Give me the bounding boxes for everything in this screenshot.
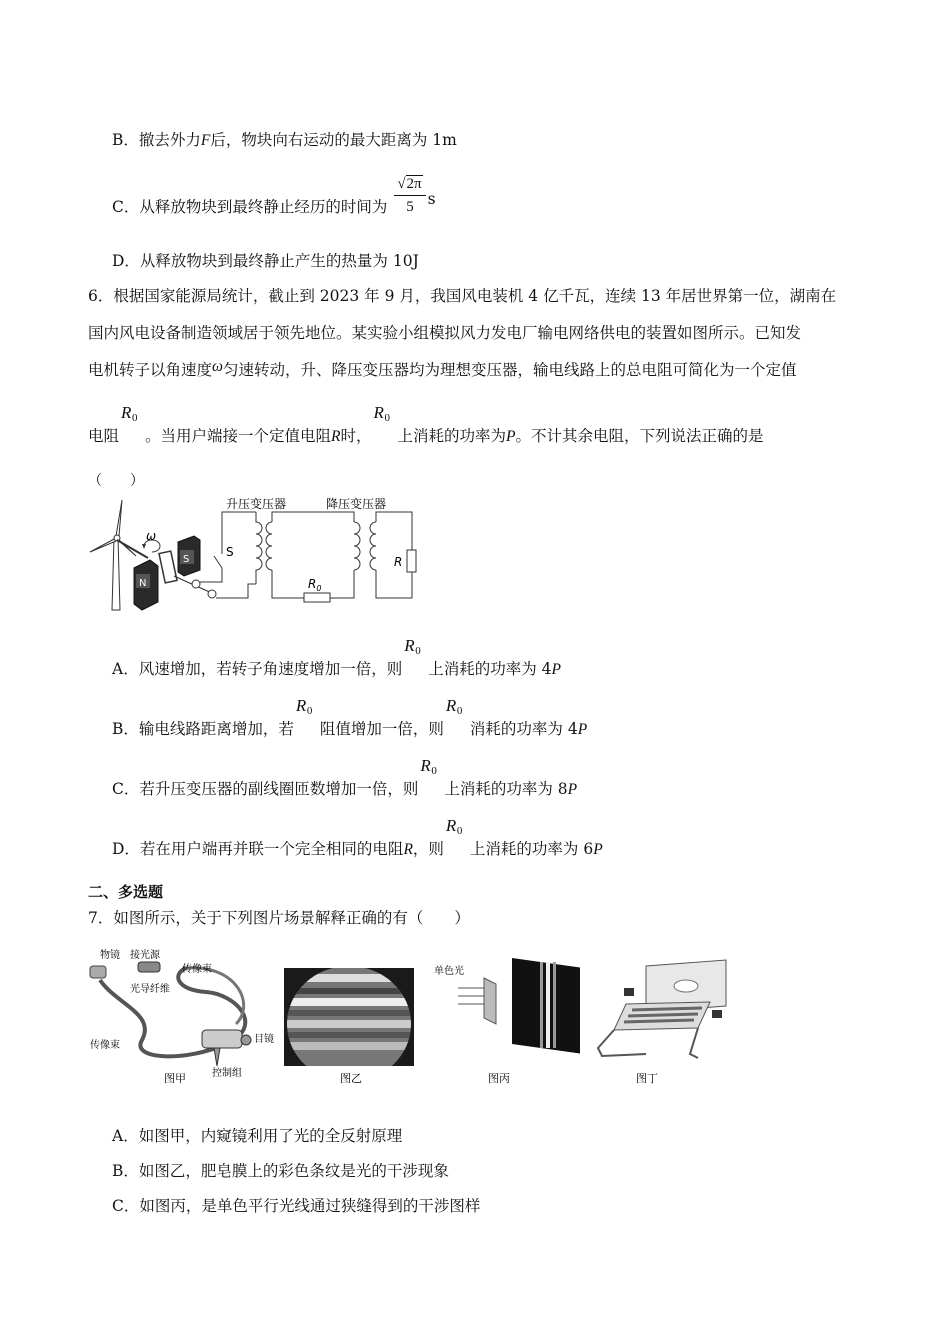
svg-text:单色光: 单色光 bbox=[434, 966, 464, 977]
q6-power-transmission-figure bbox=[86, 494, 426, 614]
slit-figure bbox=[434, 958, 580, 1085]
label-step-up-transformer: 升压变压器 bbox=[226, 497, 287, 511]
svg-text:物镜: 物镜 bbox=[100, 950, 120, 961]
q5-option-d: D．从释放物块到最终静止产生的热量为 10J bbox=[112, 252, 419, 270]
q6-stem-line3: 电机转子以角速度ω匀速转动，升、降压变压器均为理想变压器，输电线路上的总电阻可简化为一个定值 bbox=[88, 358, 797, 379]
q7-option-c: C．如图丙，是单色平行光线通过狭缝得到的干涉图样 bbox=[112, 1197, 481, 1215]
svg-text:光导纤维: 光导纤维 bbox=[130, 984, 170, 995]
fraction-time: $\frac{√2\pi}{5}$ bbox=[394, 176, 425, 216]
resistor-r bbox=[407, 550, 416, 572]
r0-symbol: R 0 bbox=[445, 696, 463, 717]
q6-option-a: A．风速增加，若转子角速度增加一倍，则 R 0 上消耗的功率为 4P bbox=[112, 636, 561, 678]
r0-symbol: R 0 bbox=[420, 756, 437, 777]
label-switch-S: S bbox=[226, 545, 234, 559]
q6-stem-line2: 国内风电设备制造领域居于领先地位。某实验小组模拟风力发电厂输电网络供电的装置如图所示。已知发 bbox=[88, 324, 802, 342]
q6-option-d: D．若在用户端再并联一个完全相同的电阻R，则 R 0 上消耗的功率为 6P bbox=[112, 816, 603, 858]
q7-figures bbox=[86, 944, 736, 1094]
q6-option-b: B．输电线路距离增加，若 R 0 阻值增加一倍，则 R 0 消耗的功率为 4P bbox=[112, 696, 588, 738]
section-title-multiple-choice: 二、多选题 bbox=[88, 883, 164, 901]
svg-text:目镜: 目镜 bbox=[254, 1034, 274, 1045]
soap-film-figure bbox=[284, 968, 414, 1085]
magnet-n-icon bbox=[134, 560, 158, 610]
svg-text:传像束: 传像束 bbox=[90, 1040, 120, 1051]
r0-symbol: R 0 bbox=[121, 403, 138, 424]
svg-text:接光源: 接光源 bbox=[130, 950, 160, 961]
r0-symbol: R 0 bbox=[445, 816, 463, 837]
q5-option-b: B．撤去外力F后，物块向右运动的最大距离为 1m bbox=[112, 131, 457, 149]
objective-lens-icon bbox=[90, 966, 106, 978]
caption-bing: 图丙 bbox=[488, 1072, 510, 1085]
q7-option-b: B．如图乙，肥皂膜上的彩色条纹是光的干涉现象 bbox=[112, 1162, 449, 1180]
q6-answer-bracket: （ ） bbox=[88, 473, 144, 489]
q6-stem-line1: 6．根据国家能源局统计，截止到 2023 年 9 月，我国风电装机 4 亿千瓦，连续 13 年居世界第一位，湖南在 bbox=[88, 287, 837, 305]
q7-stem: 7．如图所示，关于下列图片场景解释正确的有（ ） bbox=[88, 909, 470, 927]
caption-yi: 图乙 bbox=[340, 1072, 362, 1085]
svg-text:N: N bbox=[139, 578, 147, 589]
caption-jia: 图甲 bbox=[164, 1072, 186, 1085]
magnet-s-icon bbox=[178, 536, 200, 576]
r0-symbol: R 0 bbox=[373, 403, 391, 424]
label-omega: ω bbox=[146, 529, 157, 543]
endoscope-figure bbox=[90, 948, 274, 1085]
resistor-r0 bbox=[304, 593, 330, 602]
label-r0: $R_0$ bbox=[308, 577, 322, 593]
svg-text:控制组: 控制组 bbox=[212, 1068, 242, 1079]
omega-symbol: ω bbox=[212, 358, 223, 375]
r0-symbol: R 0 bbox=[404, 636, 421, 657]
eyepiece-icon bbox=[202, 1030, 242, 1048]
optics-apparatus-figure bbox=[598, 960, 726, 1085]
q6-option-c: C．若升压变压器的副线圈匝数增加一倍，则 R 0 上消耗的功率为 8P bbox=[112, 756, 578, 798]
q7-option-a: A．如图甲，内窥镜利用了光的全反射原理 bbox=[112, 1127, 403, 1145]
r0-symbol: R 0 bbox=[295, 696, 313, 717]
svg-text:S: S bbox=[183, 554, 190, 565]
caption-ding: 图丁 bbox=[636, 1072, 658, 1085]
q5-option-c: C．从释放物块到最终静止经历的时间为 $\frac{√2\pi}{5}$ s bbox=[112, 176, 436, 216]
label-R: R bbox=[394, 555, 403, 569]
label-step-down-transformer: 降压变压器 bbox=[326, 497, 387, 511]
svg-text:传像束: 传像束 bbox=[182, 964, 212, 975]
var-F: F bbox=[200, 132, 211, 149]
q6-stem-line4: 电阻 R 0 。当用户端接一个定值电阻R时， R 0 上消耗的功率为P。不计其余电阻，下列说法正确的是 bbox=[88, 403, 764, 445]
